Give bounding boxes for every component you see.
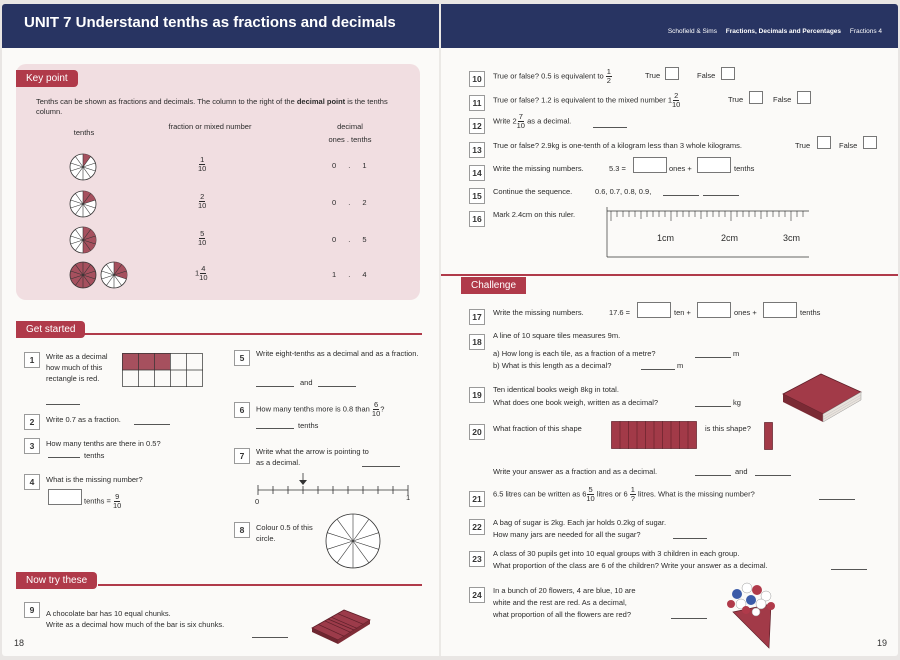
question-number-14: 14 bbox=[469, 165, 485, 181]
question-number-22: 22 bbox=[469, 519, 485, 535]
challenge-rule bbox=[441, 274, 898, 276]
decimal-row-1: 0 . 1 bbox=[332, 161, 372, 170]
number-line-one: 1 bbox=[406, 493, 411, 502]
question-3-text: How many tenths are there in 0.5? bbox=[46, 439, 161, 448]
question-7-text: Write what the arrow is pointing to as a decimal. bbox=[256, 447, 369, 467]
question-15-text: Continue the sequence. bbox=[493, 187, 573, 196]
key-point-tag: Key point bbox=[16, 70, 78, 87]
question-10-text: True or false? 0.5 is equivalent to $\frac{1}{2}$ bbox=[493, 67, 611, 85]
question-24-line-3: what proportion of all the flowers are red? bbox=[493, 610, 631, 619]
question-23-line-2: What proportion of the class are 6 of the children? Write your answer as a decimal. bbox=[493, 561, 768, 570]
question-number-8: 8 bbox=[234, 522, 250, 538]
decimal-row-3: 0 . 5 bbox=[332, 235, 372, 244]
question-7-number-line bbox=[252, 472, 414, 500]
question-number-7: 7 bbox=[234, 448, 250, 464]
question-13-true-box[interactable] bbox=[817, 136, 831, 149]
question-16-text: Mark 2.4cm on this ruler. bbox=[493, 210, 576, 219]
question-18-b-unit: m bbox=[677, 361, 684, 370]
question-13-false-box[interactable] bbox=[863, 136, 877, 149]
question-3-unit: tenths bbox=[84, 451, 105, 460]
question-7-answer-line[interactable] bbox=[362, 458, 400, 467]
question-18-part-b: b) What is this length as a decimal? bbox=[493, 361, 612, 370]
decimal-row-2: 0 . 2 bbox=[332, 198, 372, 207]
question-11-true-label: True bbox=[728, 95, 744, 104]
question-11-true-box[interactable] bbox=[749, 91, 763, 104]
question-18-text: A line of 10 square tiles measures 9m. bbox=[493, 331, 621, 340]
question-9-answer-line[interactable] bbox=[252, 629, 288, 638]
question-15-sequence: 0.6, 0.7, 0.8, 0.9, bbox=[595, 187, 652, 196]
tenths-circle-row-4 bbox=[68, 260, 130, 292]
question-18-a-unit: m bbox=[733, 349, 740, 358]
question-12-text: Write 2 $\frac{7}{10}$ as a decimal. bbox=[493, 112, 572, 130]
tenths-circle-row-3 bbox=[68, 225, 98, 257]
question-12-answer-line[interactable] bbox=[593, 119, 627, 128]
question-16-ruler[interactable] bbox=[605, 207, 811, 263]
question-19-unit: kg bbox=[733, 398, 741, 407]
question-14-equation: 5.3 = bbox=[609, 164, 626, 173]
tenths-circle-row-2 bbox=[68, 189, 98, 221]
question-14-tenths-box[interactable] bbox=[697, 157, 731, 173]
question-17-tenths-label: tenths bbox=[800, 308, 821, 317]
question-20-answer-line-1[interactable] bbox=[695, 467, 731, 476]
ruler-label-1cm: 1cm bbox=[657, 233, 675, 243]
question-8-circle[interactable] bbox=[324, 512, 382, 572]
question-20-text-2: is this shape? bbox=[705, 424, 751, 433]
flower-bunch-image bbox=[719, 578, 785, 652]
column-head-tenths: tenths bbox=[73, 128, 95, 137]
question-6-answer-line[interactable] bbox=[256, 420, 294, 429]
question-21-text: 6.5 litres can be written as 6 $\frac{5}{10}$ litres or 6 $\frac{1}{?}$ litres. What is the missing number? bbox=[493, 485, 755, 503]
question-18-b-answer-line[interactable] bbox=[641, 361, 675, 370]
question-24-line-2: white and the rest are red. As a decimal, bbox=[493, 598, 627, 607]
question-number-16: 16 bbox=[469, 211, 485, 227]
question-18-part-a: a) How long is each tile, as a fraction of a metre? bbox=[493, 349, 656, 358]
now-try-these-rule bbox=[98, 584, 422, 586]
question-1-text: Write as a decimal how much of this rectangle is red. bbox=[46, 352, 108, 383]
question-4-text: What is the missing number? bbox=[46, 475, 143, 484]
question-number-23: 23 bbox=[469, 551, 485, 567]
question-17-ones-label: ones + bbox=[734, 308, 757, 317]
question-22-line-1: A bag of sugar is 2kg. Each jar holds 0.2kg of sugar. bbox=[493, 518, 667, 527]
question-2-answer-line[interactable] bbox=[134, 416, 170, 425]
question-number-13: 13 bbox=[469, 142, 485, 158]
question-9-line-1: A chocolate bar has 10 equal chunks. bbox=[46, 609, 171, 618]
decimal-row-4: 1 . 4 bbox=[332, 270, 372, 279]
get-started-tag: Get started bbox=[16, 321, 85, 338]
question-10-true-box[interactable] bbox=[665, 67, 679, 80]
left-page-number: 18 bbox=[14, 638, 25, 648]
question-number-4: 4 bbox=[24, 474, 40, 490]
question-number-21: 21 bbox=[469, 491, 485, 507]
unit-title: UNIT 7 Understand tenths as fractions and decimals bbox=[24, 14, 396, 31]
question-number-11: 11 bbox=[469, 95, 485, 111]
ruler-label-3cm: 3cm bbox=[783, 233, 801, 243]
question-11-text: True or false? 1.2 is equivalent to the mixed number 1 $\frac{2}{10}$ bbox=[493, 91, 681, 109]
question-15-answer-line-1[interactable] bbox=[663, 187, 699, 196]
question-13-true-label: True bbox=[795, 141, 811, 150]
publisher-name: Schofield & Sims bbox=[667, 28, 717, 35]
number-line-zero: 0 bbox=[255, 497, 260, 506]
fraction-row-1: $\frac{1}{10}$ bbox=[198, 155, 207, 173]
question-14-ones-label: ones + bbox=[669, 164, 692, 173]
book-title: Fractions 4 bbox=[849, 28, 882, 35]
question-5-answer-line-1[interactable] bbox=[256, 378, 294, 387]
question-number-24: 24 bbox=[469, 587, 485, 603]
question-4-answer-box[interactable] bbox=[48, 489, 82, 505]
question-13-false-label: False bbox=[839, 141, 858, 150]
question-3-answer-line[interactable] bbox=[48, 449, 80, 458]
question-number-15: 15 bbox=[469, 188, 485, 204]
header-meta bbox=[668, 28, 882, 35]
question-1-answer-line[interactable] bbox=[46, 396, 80, 405]
question-19-answer-line[interactable] bbox=[695, 398, 731, 407]
column-head-decimal-sub: ones . tenths bbox=[328, 135, 372, 144]
question-15-answer-line-2[interactable] bbox=[703, 187, 739, 196]
question-10-false-label: False bbox=[697, 71, 716, 80]
question-6-unit: tenths bbox=[298, 421, 319, 430]
question-number-10: 10 bbox=[469, 71, 485, 87]
challenge-tag: Challenge bbox=[461, 277, 526, 294]
question-5-answer-line-2[interactable] bbox=[318, 378, 356, 387]
tenths-circle-row-1 bbox=[68, 152, 98, 184]
question-20-answer-line-2[interactable] bbox=[755, 467, 791, 476]
question-10-false-box[interactable] bbox=[721, 67, 735, 80]
question-5-and: and bbox=[300, 378, 313, 387]
question-number-2: 2 bbox=[24, 414, 40, 430]
ruler-label-2cm: 2cm bbox=[721, 233, 739, 243]
key-point-intro: Tenths can be shown as fractions and decimals. The column to the right of the decimal point is the tenths column. bbox=[36, 97, 388, 116]
question-20-small-shape bbox=[764, 422, 774, 452]
question-number-3: 3 bbox=[24, 438, 40, 454]
question-21-answer-line[interactable] bbox=[819, 491, 855, 500]
question-11-false-box[interactable] bbox=[797, 91, 811, 104]
now-try-these-tag: Now try these bbox=[16, 572, 97, 589]
question-17-ones-box[interactable] bbox=[697, 302, 731, 318]
column-head-fraction: fraction or mixed number bbox=[168, 122, 252, 131]
question-14-text: Write the missing numbers. bbox=[493, 164, 584, 173]
question-24-line-1: In a bunch of 20 flowers, 4 are blue, 10 are bbox=[493, 586, 636, 595]
question-18-a-answer-line[interactable] bbox=[695, 349, 731, 358]
question-20-big-shape bbox=[611, 421, 697, 451]
chocolate-bar-image bbox=[308, 604, 374, 646]
question-22-line-2: How many jars are needed for all the sugar? bbox=[493, 530, 641, 539]
header-band-right bbox=[441, 4, 898, 48]
question-6-text: How many tenths more is 0.8 than $\frac{6}{10}$ ? bbox=[256, 400, 385, 418]
question-20-line-2: Write your answer as a fraction and as a decimal. bbox=[493, 467, 658, 476]
question-2-text: Write 0.7 as a fraction. bbox=[46, 415, 121, 424]
question-9-line-2: Write as a decimal how much of the bar is six chunks. bbox=[46, 620, 225, 629]
right-page-number: 19 bbox=[877, 638, 888, 648]
question-number-19: 19 bbox=[469, 387, 485, 403]
question-14-tenths-label: tenths bbox=[734, 164, 755, 173]
question-13-text: True or false? 2.9kg is one-tenth of a kilogram less than 3 whole kilograms. bbox=[493, 141, 743, 150]
question-11-false-label: False bbox=[773, 95, 792, 104]
question-4-equation: tenths = $\frac{9}{10}$ bbox=[84, 492, 122, 510]
question-24-answer-line[interactable] bbox=[671, 610, 707, 619]
question-number-20: 20 bbox=[469, 424, 485, 440]
book-image bbox=[781, 372, 863, 426]
question-19-line-1: Ten identical books weigh 8kg in total. bbox=[493, 385, 619, 394]
question-10-true-label: True bbox=[645, 71, 661, 80]
question-17-text: Write the missing numbers. bbox=[493, 308, 584, 317]
right-page bbox=[441, 4, 898, 656]
question-14-ones-box[interactable] bbox=[633, 157, 667, 173]
question-17-equation: 17.6 = bbox=[609, 308, 631, 317]
fraction-row-4: 1 $\frac{4}{10}$ bbox=[195, 264, 208, 282]
question-22-answer-line[interactable] bbox=[673, 530, 707, 539]
question-number-17: 17 bbox=[469, 309, 485, 325]
question-23-answer-line[interactable] bbox=[831, 561, 867, 570]
question-number-18: 18 bbox=[469, 334, 485, 350]
question-19-line-2: What does one book weigh, written as a decimal? bbox=[493, 398, 659, 407]
left-page bbox=[2, 4, 439, 656]
question-1-rectangle bbox=[122, 353, 204, 389]
question-23-line-1: A class of 30 pupils get into 10 equal groups with 3 children in each group. bbox=[493, 549, 740, 558]
question-number-1: 1 bbox=[24, 352, 40, 368]
question-17-ten-label: ten + bbox=[674, 308, 691, 317]
question-number-6: 6 bbox=[234, 402, 250, 418]
fraction-row-3: $\frac{5}{10}$ bbox=[198, 229, 207, 247]
question-20-and: and bbox=[735, 467, 748, 476]
question-number-12: 12 bbox=[469, 118, 485, 134]
series-topic: Fractions, Decimals and Percentages bbox=[725, 28, 842, 35]
question-17-ten-box[interactable] bbox=[637, 302, 671, 318]
get-started-rule bbox=[82, 333, 422, 335]
column-head-decimal: decimal bbox=[337, 122, 363, 131]
question-number-5: 5 bbox=[234, 350, 250, 366]
question-5-text: Write eight-tenths as a decimal and as a fraction. bbox=[256, 349, 419, 358]
fraction-row-2: $\frac{2}{10}$ bbox=[198, 192, 207, 210]
question-8-text: Colour 0.5 of this circle. bbox=[256, 523, 313, 543]
question-17-tenths-box[interactable] bbox=[763, 302, 797, 318]
question-20-text: What fraction of this shape bbox=[493, 424, 582, 433]
question-number-9: 9 bbox=[24, 602, 40, 618]
